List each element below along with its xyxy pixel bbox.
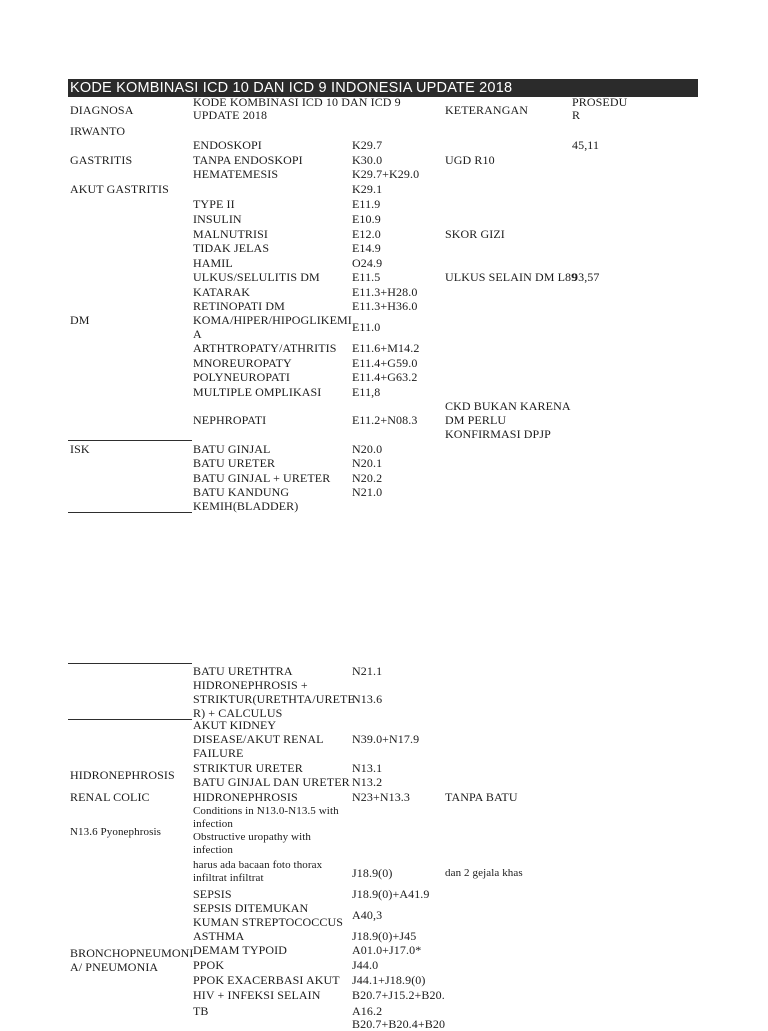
row-code: N21.1 (352, 664, 383, 678)
label-dm: DM (70, 313, 90, 327)
row-desc: ULKUS/SELULITIS DM (193, 270, 320, 284)
divider (68, 663, 192, 664)
row-code: A40,3 (352, 908, 383, 922)
row-code: E11.3+H28.0 (352, 285, 418, 299)
row-desc: NEPHROPATI (193, 413, 267, 427)
row-proc: 93,57 (572, 270, 600, 284)
row-code: A16.2 (352, 1004, 383, 1018)
row-code: N13.1 (352, 761, 383, 775)
row-desc: KOMA/HIPER/HIPOGLIKEMI A (193, 313, 352, 341)
row-desc: SEPSIS (193, 887, 232, 901)
row-note: TANPA BATU (445, 790, 518, 804)
row-desc: PPOK (193, 958, 225, 972)
row-desc: ASTHMA (193, 929, 245, 943)
row-note: CKD BUKAN KARENA DM PERLU KONFIRMASI DPJP (445, 399, 570, 441)
divider (68, 440, 192, 441)
row-desc: BATU URETHTRA (193, 664, 293, 678)
label-pyonephrosis: N13.6 Pyonephrosis (70, 826, 162, 838)
row-code: E11.4+G59.0 (352, 356, 418, 370)
label-bronchopneumonia: BRONCHOPNEUMONI A/ PNEUMONIA (70, 946, 194, 974)
row-desc: harus ada bacaan foto thorax infiltrat infiltrat (193, 859, 323, 884)
row-code: N39.0+N17.9 (352, 732, 420, 746)
row-desc: ENDOSKOPI (193, 138, 262, 152)
row-proc: 45,11 (572, 138, 600, 152)
row-code: E11.5 (352, 270, 381, 284)
row-code: J44.0 (352, 958, 379, 972)
row-code: N13.2 (352, 775, 383, 789)
row-code: K29.7+K29.0 (352, 167, 420, 181)
row-desc: AKUT KIDNEY DISEASE/AKUT RENAL FAILURE (193, 718, 324, 760)
row-desc: Conditions in N13.0-N13.5 with infection (193, 805, 339, 830)
row-code: E10.9 (352, 212, 381, 226)
label-renal-colic: RENAL COLIC (70, 790, 150, 804)
row-note: ULKUS SELAIN DM L89 (445, 270, 578, 284)
row-code: E11.3+H36.0 (352, 299, 418, 313)
row-desc: HIV + INFEKSI SELAIN (193, 988, 321, 1002)
row-desc: TYPE II (193, 197, 235, 211)
row-note: UGD R10 (445, 153, 495, 167)
header-keterangan: KETERANGAN (445, 103, 528, 117)
row-desc: BATU KANDUNG KEMIH(BLADDER) (193, 485, 299, 513)
row-code: E12.0 (352, 227, 381, 241)
page-title: KODE KOMBINASI ICD 10 DAN ICD 9 INDONESIA UPDATE 2018 (70, 80, 513, 96)
row-desc: BATU GINJAL + URETER (193, 471, 331, 485)
row-desc: HIDRONEPHROSIS + STRIKTUR(URETHTA/URETE R) + CALCULUS (193, 678, 355, 720)
row-code: E11.6+M14.2 (352, 341, 420, 355)
row-code: A01.0+J17.0* (352, 943, 422, 957)
row-desc: Obstructive uropathy with infection (193, 831, 311, 856)
label-isk: ISK (70, 442, 90, 456)
row-desc: MNOREUROPATY (193, 356, 292, 370)
row-desc: TIDAK JELAS (193, 241, 270, 255)
row-code: K29.1 (352, 182, 383, 196)
row-code: K30.0 (352, 153, 383, 167)
label-hidronephrosis: HIDRONEPHROSIS (70, 768, 175, 782)
row-code: E11,8 (352, 385, 381, 399)
row-desc: BATU GINJAL DAN URETER (193, 775, 350, 789)
row-desc: KATARAK (193, 285, 251, 299)
row-desc: STRIKTUR URETER (193, 761, 303, 775)
row-desc: HEMATEMESIS (193, 167, 279, 181)
header-diagnosa: DIAGNOSA (70, 103, 134, 117)
row-code: O24.9 (352, 256, 383, 270)
row-desc: PPOK EXACERBASI AKUT (193, 973, 340, 987)
row-code: J18.9(0) (352, 866, 393, 880)
header-kode: KODE KOMBINASI ICD 10 DAN ICD 9 UPDATE 2018 (193, 95, 401, 122)
row-code: N23+N13.3 (352, 790, 410, 804)
row-desc: BATU GINJAL (193, 442, 271, 456)
divider (68, 512, 192, 513)
row-code: N20.1 (352, 456, 383, 470)
row-desc: DEMAM TYPOID (193, 943, 287, 957)
row-code: E11.9 (352, 197, 381, 211)
row-note: dan 2 gejala khas (445, 867, 523, 879)
row-code: B20.7+B20.4+B20 (352, 1017, 446, 1031)
row-desc: BATU URETER (193, 456, 276, 470)
row-code: E11.2+N08.3 (352, 413, 418, 427)
row-desc: INSULIN (193, 212, 242, 226)
header-prosedur: PROSEDU R (572, 95, 628, 122)
row-code: B20.7+J15.2+B20. (352, 988, 445, 1002)
row-code: N21.0 (352, 485, 383, 499)
row-desc: POLYNEUROPATI (193, 370, 291, 384)
divider (68, 719, 192, 720)
row-code: N20.2 (352, 471, 383, 485)
row-code: E11.4+G63.2 (352, 370, 418, 384)
row-desc: MALNUTRISI (193, 227, 268, 241)
row-code: N13.6 (352, 692, 383, 706)
label-irwanto: IRWANTO (70, 124, 126, 138)
row-code: E14.9 (352, 241, 381, 255)
row-code: E11.0 (352, 320, 381, 334)
row-desc: TB (193, 1004, 209, 1018)
label-akut-gastritis: AKUT GASTRITIS (70, 182, 169, 196)
row-desc: HIDRONEPHROSIS (193, 790, 298, 804)
row-desc: HAMIL (193, 256, 233, 270)
row-desc: MULTIPLE OMPLIKASI (193, 385, 322, 399)
row-desc: TANPA ENDOSKOPI (193, 153, 303, 167)
row-code: J18.9(0)+A41.9 (352, 887, 430, 901)
label-gastritis: GASTRITIS (70, 153, 133, 167)
row-desc: SEPSIS DITEMUKAN KUMAN STREPTOCOCCUS (193, 901, 344, 929)
row-code: N20.0 (352, 442, 383, 456)
row-code: J18.9(0)+J45 (352, 929, 417, 943)
row-code: J44.1+J18.9(0) (352, 973, 426, 987)
row-note: SKOR GIZI (445, 227, 505, 241)
row-desc: ARTHTROPATY/ATHRITIS (193, 341, 337, 355)
row-desc: RETINOPATI DM (193, 299, 285, 313)
row-code: K29.7 (352, 138, 383, 152)
